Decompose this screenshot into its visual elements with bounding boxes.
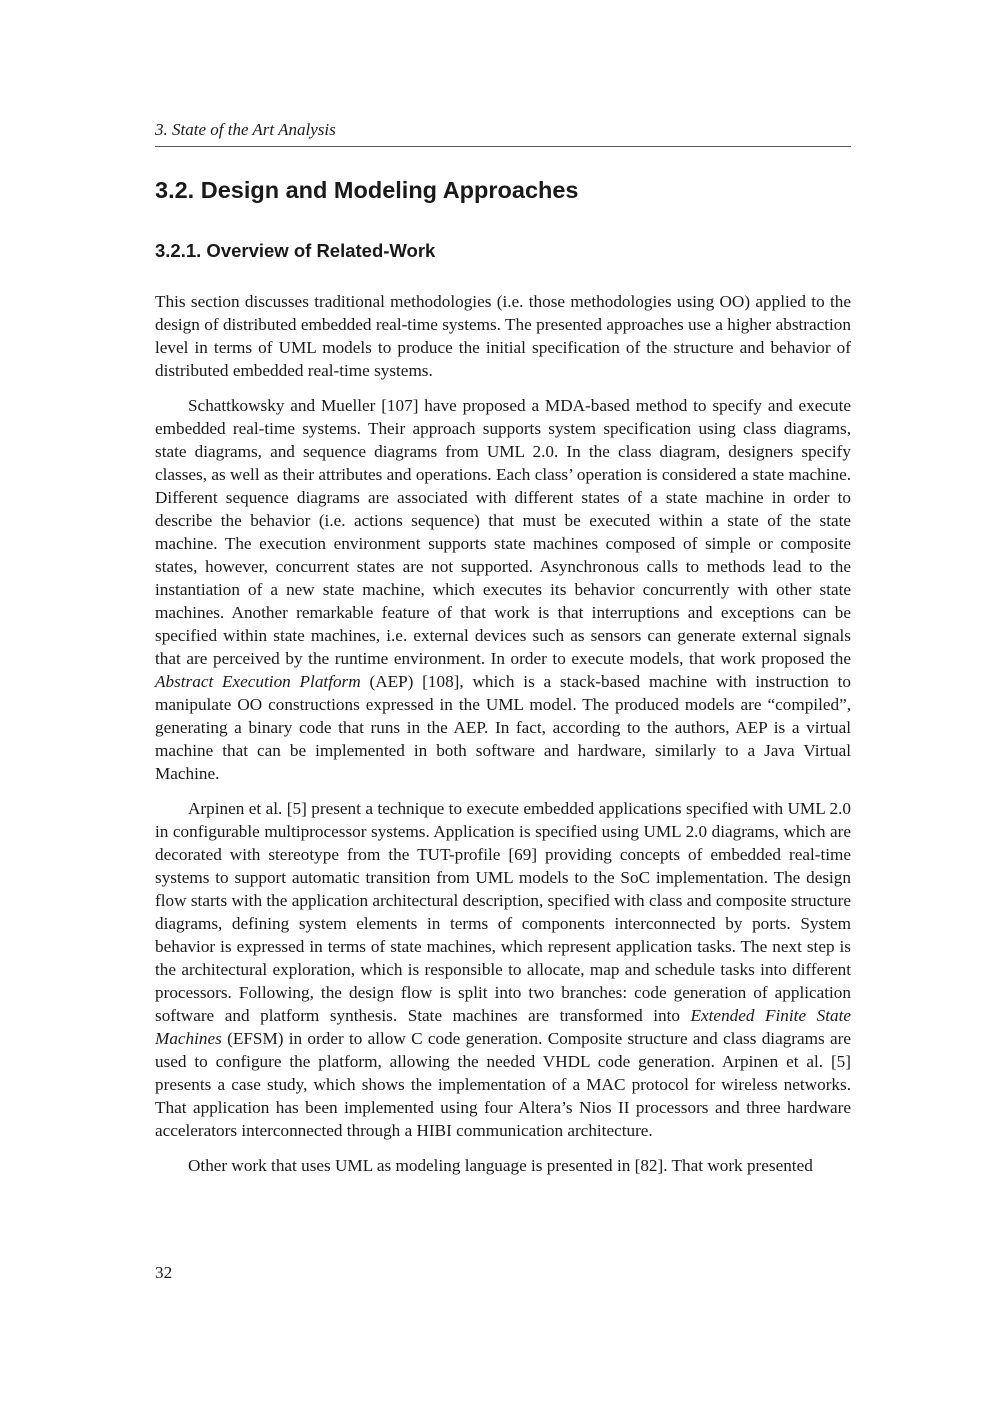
paragraph-text: Arpinen et al. [5] present a technique to execute embedded applications specified with UML 2.0 in configurable multiprocessor systems. Application is specified using UML 2.0 diagrams, which are decorated with stereotype from the TUT-profile [69] providing concepts of embedded real-time systems to support automatic transition from UML models to the SoC implementation. The design flow starts with the application architectural description, specified with class and composite structure diagrams, defining system elements in terms of components interconnected by ports. System behavior is expressed in terms of state machines, which represent application tasks. The next step is the architectural exploration, which is responsible to allocate, map and schedule tasks into different processors. Following, the design flow is split into two branches: code generation of application software and platform synthesis. State machines are transformed into	[155, 799, 851, 1025]
paragraph-schattkowsky	[155, 394, 851, 785]
paragraph-other-work: Other work that uses UML as modeling language is presented in [82]. That work presented	[188, 1156, 813, 1175]
paragraph-text: (EFSM) in order to allow C code generation. Composite structure and class diagrams are used to configure the platform, allowing the needed VHDL code generation. Arpinen et al. [5] presents a case study, which shows the implementation of a MAC protocol for wireless networks. That application has been implemented using four Altera’s Nios II processors and three hardware accelerators interconnected through a HIBI communication architecture.	[155, 1029, 851, 1140]
emphasis-term: Extended Finite State Machines	[155, 1006, 851, 1048]
section-title: 3.2. Design and Modeling Approaches	[155, 177, 579, 203]
paragraph-text: (AEP) [108], which is a stack-based machine with instruction to manipulate OO constructions expressed in the UML model. The produced models are “compiled”, generating a binary code that runs in the AEP. In fact, according to the authors, AEP is a virtual machine that can be implemented in both software and hardware, similarly to a Java Virtual Machine.	[155, 672, 851, 783]
running-header: 3. State of the Art Analysis	[155, 120, 851, 147]
subsection-title: 3.2.1. Overview of Related-Work	[155, 240, 436, 261]
emphasis-term: Abstract Execution Platform	[155, 672, 361, 691]
paragraph-intro: This section discusses traditional methodologies (i.e. those methodologies using OO) applied to the design of distributed embedded real-time systems. The presented approaches use a higher abstraction level in terms of UML models to produce the initial specification of the structure and behavior of distributed embedded real-time systems.	[155, 292, 851, 380]
paragraph-arpinen	[155, 797, 851, 1142]
paragraph-text: Schattkowsky and Mueller [107] have proposed a MDA-based method to specify and execute embedded real-time systems. Their approach supports system specification using class diagrams, state diagrams, and sequence diagrams from UML 2.0. In the class diagram, designers specify classes, as well as their attributes and operations. Each class’ operation is considered a state machine. Different sequence diagrams are associated with different states of a state machine in order to describe the behavior (i.e. actions sequence) that must be executed within a state of the state machine. The execution environment supports state machines composed of simple or composite states, however, concurrent states are not supported. Asynchronous calls to methods lead to the instantiation of a new state machine, which executes its behavior concurrently with other state machines. Another remarkable feature of that work is that interruptions and exceptions can be specified within state machines, i.e. external devices such as sensors can generate external signals that are perceived by the runtime environment. In order to execute models, that work proposed the	[155, 396, 851, 668]
page-number: 32	[155, 1263, 173, 1282]
body-text	[155, 290, 851, 1177]
